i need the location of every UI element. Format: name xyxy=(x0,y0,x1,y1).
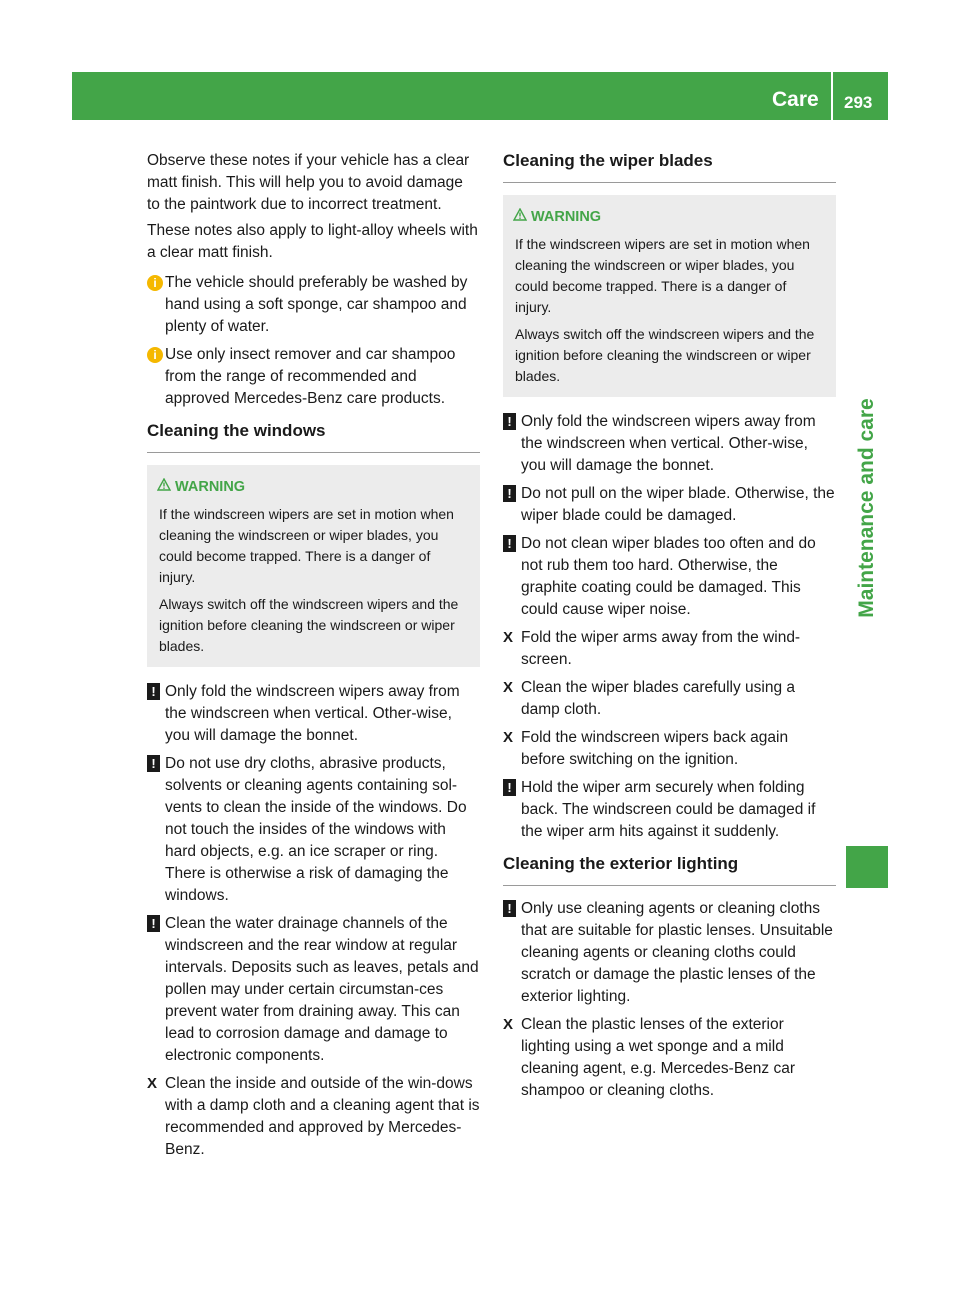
warning-triangle-icon xyxy=(513,208,527,221)
caution-note xyxy=(147,681,480,747)
right-column xyxy=(503,150,836,1108)
warning-text: Always switch off the windscreen wipers and the ignition before cleaning the windscreen or wiper blades. xyxy=(159,596,459,654)
action-step xyxy=(503,677,836,721)
exclamation-icon: ! xyxy=(503,779,516,796)
caution-note xyxy=(503,483,836,527)
action-step xyxy=(503,1014,836,1102)
caution-note xyxy=(503,898,836,1008)
info-icon: i xyxy=(147,275,163,291)
info-note xyxy=(147,344,480,410)
caution-text: Do not pull on the wiper blade. Otherwise, the wiper blade could be damaged. xyxy=(521,485,835,524)
warning-triangle-icon xyxy=(157,478,171,491)
info-note xyxy=(147,272,480,338)
x-arrow-icon: X xyxy=(503,1016,514,1033)
x-arrow-icon: X xyxy=(503,729,514,746)
x-arrow-icon: X xyxy=(503,629,514,646)
info-note-text: Use only insect remover and car shampoo from the range of recommended and approved Mercedes-Benz care products. xyxy=(165,346,456,407)
side-tab-label: Maintenance and care xyxy=(855,398,878,618)
warning-text: Always switch off the windscreen wipers and the ignition before cleaning the windscreen or wiper blades. xyxy=(515,326,815,384)
left-column xyxy=(147,150,480,1167)
exclamation-icon: ! xyxy=(147,755,160,772)
warning-header xyxy=(159,477,470,498)
warning-box xyxy=(147,465,480,667)
action-text: Fold the wiper arms away from the wind-screen. xyxy=(521,629,801,668)
warning-box xyxy=(503,195,836,397)
exclamation-icon: ! xyxy=(503,413,516,430)
caution-text: Hold the wiper arm securely when folding back. The windscreen could be damaged if the wiper arm hits against it suddenly. xyxy=(521,779,816,840)
caution-text: Only fold the windscreen wipers away from the windscreen when vertical. Other-wise, you will damage the bonnet. xyxy=(165,683,460,744)
info-note-text: The vehicle should preferably be washed by hand using a soft sponge, car shampoo and plenty of water. xyxy=(165,274,468,335)
section-heading: Cleaning the wiper blades xyxy=(503,150,836,183)
side-marker xyxy=(846,846,888,888)
caution-note xyxy=(147,913,480,1067)
caution-note xyxy=(503,777,836,843)
action-step xyxy=(503,727,836,771)
caution-note xyxy=(503,411,836,477)
action-step xyxy=(147,1073,480,1161)
exclamation-icon: ! xyxy=(147,915,160,932)
x-arrow-icon: X xyxy=(503,679,514,696)
info-icon: i xyxy=(147,347,163,363)
section-heading: Cleaning the windows xyxy=(147,420,480,453)
exclamation-icon: ! xyxy=(503,535,516,552)
caution-text: Only use cleaning agents or cleaning cloths that are suitable for plastic lenses. Unsuitable cleaning agents or cleaning cloths could scratch or damage the plastic lenses of the exterior lighting. xyxy=(521,900,833,1005)
action-text: Fold the windscreen wipers back again before switching on the ignition. xyxy=(521,729,789,768)
section-heading: Cleaning the exterior lighting xyxy=(503,853,836,886)
caution-text: Do not clean wiper blades too often and do not rub them too hard. Otherwise, the graphite coating could be damaged. This could cause wiper noise. xyxy=(521,535,816,618)
warning-label: WARNING xyxy=(175,479,246,495)
warning-text: If the windscreen wipers are set in motion when cleaning the windscreen or wiper blades, you could become trapped. There is a danger of injury. xyxy=(159,506,454,585)
exclamation-icon: ! xyxy=(147,683,160,700)
x-arrow-icon: X xyxy=(147,1075,158,1092)
action-text: Clean the inside and outside of the win-dows with a damp cloth and a cleaning agent that is recommended and approved by Mercedes-Benz. xyxy=(165,1075,480,1158)
caution-text: Clean the water drainage channels of the windscreen and the rear window at regular intervals. Deposits such as leaves, petals and pollen may under certain circumstan-ces prevent water from draining away. This can lead to corrosion damage and damage to electronic components. xyxy=(165,915,479,1064)
header-title: Care xyxy=(772,88,819,111)
caution-text: Only fold the windscreen wipers away from the windscreen when vertical. Other-wise, you will damage the bonnet. xyxy=(521,413,816,474)
action-text: Clean the plastic lenses of the exterior lighting using a wet sponge and a mild cleaning agent, e.g. Mercedes-Benz car shampoo or cleaning cloths. xyxy=(521,1016,795,1099)
caution-note xyxy=(147,753,480,907)
exclamation-icon: ! xyxy=(503,900,516,917)
caution-text: Do not use dry cloths, abrasive products, solvents or cleaning agents containing sol-vents to clean the inside of the windows. Do not touch the insides of the windows with hard objects, e.g. an ice scraper or ring. There is otherwise a risk of damaging the windows. xyxy=(165,755,467,904)
warning-label: WARNING xyxy=(531,209,602,225)
intro-paragraph: These notes also apply to light-alloy wheels with a clear matt finish. xyxy=(147,222,478,261)
intro-paragraph: Observe these notes if your vehicle has a clear matt finish. This will help you to avoid damage to the paintwork due to incorrect treatment. xyxy=(147,152,470,213)
header-divider xyxy=(831,72,833,120)
warning-text: If the windscreen wipers are set in motion when cleaning the windscreen or wiper blades, you could become trapped. There is a danger of injury. xyxy=(515,236,810,315)
header-bar xyxy=(72,72,888,120)
warning-header xyxy=(515,207,826,228)
caution-note xyxy=(503,533,836,621)
action-text: Clean the wiper blades carefully using a damp cloth. xyxy=(521,679,795,718)
page-number: 293 xyxy=(844,93,873,112)
exclamation-icon: ! xyxy=(503,485,516,502)
action-step xyxy=(503,627,836,671)
